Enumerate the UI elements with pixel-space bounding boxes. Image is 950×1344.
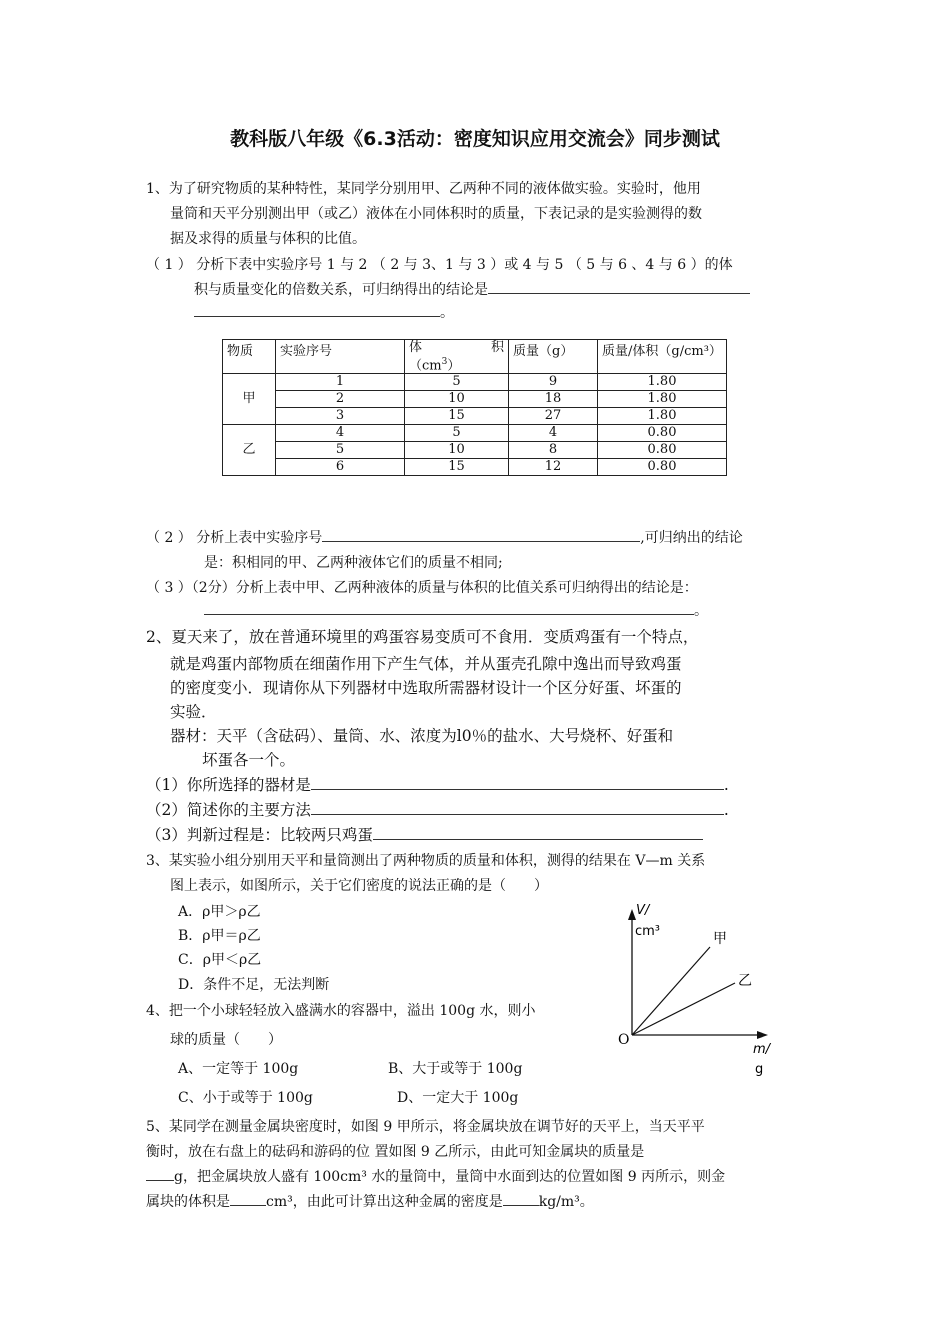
q1-part1-text: 积与质量变化的倍数关系，可归纳得出的结论是 (194, 282, 488, 298)
x-label: m/ (753, 1042, 771, 1057)
answer-blank[interactable] (373, 823, 703, 840)
label-jia: 甲 (713, 931, 727, 947)
q1-part2-line1: （ 2 ） 分析上表中实验序号 ,可归纳出的结论 (146, 527, 743, 547)
header-cell: 质量/体积（g/cm³） (598, 340, 727, 374)
q1-part1-line2 (194, 279, 750, 299)
q1-part1-end: 。 (440, 305, 454, 321)
answer-blank[interactable] (311, 798, 724, 815)
q4-line1: 4、把一个小球轻轻放入盛满水的容器中，溢出 100g 水，则小 (146, 1003, 536, 1019)
line-yi (632, 983, 735, 1035)
table-row: 2 10 18 1.80 (223, 391, 727, 408)
q3-option-c[interactable]: C．ρ甲＜ρ乙 (178, 952, 262, 968)
answer-blank-mass[interactable] (146, 1166, 174, 1181)
q3-line2: 图上表示，如图所示，关于它们密度的说法正确的是（ ） (170, 878, 548, 894)
q5-line2: 衡时，放在右盘上的砝码和游码的位 置如图 9 乙所示，由此可知金属块的质量是 (146, 1144, 645, 1160)
table-row: 甲 1 5 9 1.80 (223, 374, 727, 391)
answer-blank-volume[interactable] (230, 1191, 266, 1206)
q2-line2: 就是鸡蛋内部物质在细菌作用下产生气体，并从蛋壳孔隙中逸出而导致鸡蛋 (170, 655, 682, 673)
q4-option-c[interactable]: C、小于或等于 100g (178, 1090, 313, 1106)
x-unit: g (755, 1062, 764, 1077)
origin-label: O (618, 1032, 630, 1048)
material-cell: 乙 (223, 425, 276, 476)
q1-part3-line1: （ 3 ）（2分）分析上表中甲、乙两种液体的质量与体积的比值关系可归纳得出的结论是： (146, 580, 698, 596)
q1-line2: 量筒和天平分别测出甲（或乙）液体在小同体积时的质量，下表记录的是实验测得的数 (170, 206, 702, 222)
q4-line2: 球的质量（ ） (170, 1032, 282, 1048)
q5-line3: g，把金属块放人盛有 100cm³ 水的量筒中，量筒中水面到达的位置如图 9 丙所示，则金 (146, 1166, 725, 1186)
q2-line6: 坏蛋各一个。 (202, 751, 296, 769)
q2-sub3: （3）判新过程是：比较两只鸡蛋 (146, 823, 703, 845)
page-title: 教科版八年级《6.3活动：密度知识应用交流会》同步测试 (230, 128, 720, 150)
v-m-graph (600, 895, 800, 1085)
answer-blank[interactable] (204, 600, 694, 615)
table-row: 3 15 27 1.80 (223, 408, 727, 425)
q1-line1: 1、为了研究物质的某种特性，某同学分别用甲、乙两种不同的液体做实验。实验时，他用 (146, 181, 701, 197)
answer-blank[interactable] (488, 279, 750, 294)
q2-sub1: （1）你所选择的器材是 . (146, 773, 729, 795)
q1-part1-line1: （ 1 ） 分析下表中实验序号 1 与 2 （ 2 与 3、1 与 3 ）或 4 与 5 （ 5 与 6 、4 与 6 ）的体 (146, 257, 733, 273)
q1-line3: 据及求得的质量与体积的比值。 (170, 231, 366, 247)
q3-option-a[interactable]: A．ρ甲＞ρ乙 (178, 904, 261, 920)
q1-part3-line2: 。 (204, 600, 708, 620)
y-axis-arrow (628, 909, 636, 920)
line-jia (632, 947, 710, 1035)
answer-blank[interactable] (322, 527, 640, 542)
q4-option-b[interactable]: B、大于或等于 100g (388, 1061, 523, 1077)
header-cell: 物质 (223, 340, 276, 374)
table-row: 6 15 12 0.80 (223, 459, 727, 476)
table-header-row (223, 340, 727, 374)
q5-line1: 5、某同学在测量金属块密度时，如图 9 甲所示，将金属块放在调节好的天平上，当天平平 (146, 1119, 705, 1135)
x-axis-arrow (757, 1031, 768, 1039)
q3-option-b[interactable]: B．ρ甲＝ρ乙 (178, 928, 261, 944)
q2-line4: 实验． (170, 703, 217, 721)
data-table (222, 339, 727, 476)
q3-line1: 3、某实验小组分别用天平和量筒测出了两种物质的质量和体积，测得的结果在 V—m 关系 (146, 853, 706, 869)
q4-option-a[interactable]: A、一定等于 100g (178, 1061, 299, 1077)
q1-part1-line3 (194, 302, 454, 322)
q2-line5: 器材：天平（含砝码）、量筒、水、浓度为l0％的盐水、大号烧杯、好蛋和 (170, 727, 674, 745)
q2-sub2: （2）简述你的主要方法 . (146, 798, 729, 820)
header-cell: 质量（g） (509, 340, 598, 374)
q2-line3: 的密度变小．现请你从下列器材中选取所需器材设计一个区分好蛋、坏蛋的 (170, 679, 682, 697)
header-cell: 实验序号 (276, 340, 405, 374)
label-yi: 乙 (738, 973, 752, 989)
answer-blank[interactable] (311, 773, 724, 790)
q3-option-d[interactable]: D．条件不足，无法判断 (178, 977, 330, 993)
q2-line1: 2、夏天来了，放在普通环境里的鸡蛋容易变质可不食用．变质鸡蛋有一个特点， (146, 628, 699, 646)
answer-blank[interactable] (194, 302, 440, 317)
table-row: 乙 4 5 4 0.80 (223, 425, 727, 442)
y-label: V/ (636, 903, 650, 918)
header-cell-volume: 体 积 $(cm^3)$ (405, 340, 509, 374)
answer-blank-density[interactable] (503, 1191, 539, 1206)
q5-line4: 属块的体积是 cm³，由此可计算出这种金属的密度是 kg/m³。 (146, 1191, 594, 1211)
y-unit: cm³ (635, 924, 661, 939)
q1-part2-line2: 是：积相同的甲、乙两种液体它们的质量不相同; (204, 555, 503, 571)
q4-option-d[interactable]: D、一定大于 100g (397, 1090, 519, 1106)
material-cell: 甲 (223, 374, 276, 425)
table-row: 5 10 8 0.80 (223, 442, 727, 459)
